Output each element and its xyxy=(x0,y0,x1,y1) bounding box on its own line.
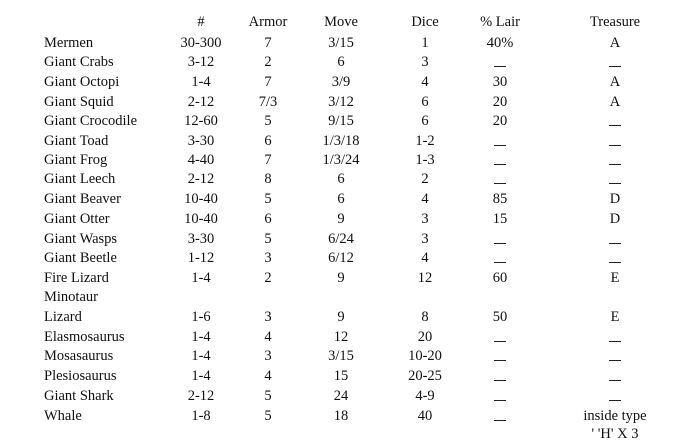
cell-dice: 20 xyxy=(417,329,433,345)
cell-dice: 8 xyxy=(421,309,429,325)
cell-num: 1-12 xyxy=(187,250,215,266)
row-name: Giant Squid xyxy=(44,94,114,110)
cell-dice: 20-25 xyxy=(408,368,442,384)
row-name: Giant Beaver xyxy=(44,191,121,207)
cell-armor: 3 xyxy=(264,348,272,364)
cell-armor: 6 xyxy=(264,133,272,149)
cell-num: 1-6 xyxy=(191,309,211,325)
cell-treasure: A xyxy=(609,74,621,90)
cell-num: 12-60 xyxy=(184,113,218,129)
cell-dice: 10-20 xyxy=(408,348,442,364)
cell-num: 1-4 xyxy=(191,74,211,90)
cell-num: 10-40 xyxy=(184,191,218,207)
column-header: Dice xyxy=(411,14,439,30)
cell-num: 1-4 xyxy=(191,368,211,384)
cell-treasure: D xyxy=(609,191,621,207)
dash-mark xyxy=(609,145,621,146)
cell-dice: 3 xyxy=(421,231,429,247)
dash-mark xyxy=(494,66,506,67)
cell-dice: 6 xyxy=(421,94,429,110)
dash-mark xyxy=(494,243,506,244)
cell-armor: 3 xyxy=(264,250,272,266)
cell-armor: 5 xyxy=(264,408,272,424)
cell-move: 9 xyxy=(337,270,345,286)
cell-armor: 5 xyxy=(264,191,272,207)
cell-armor: 5 xyxy=(264,388,272,404)
column-header: % Lair xyxy=(480,14,520,30)
cell-dice: 12 xyxy=(417,270,433,286)
cell-move: 6/24 xyxy=(328,231,354,247)
cell-armor: 4 xyxy=(264,329,272,345)
dash-mark xyxy=(494,164,506,165)
cell-dice: 3 xyxy=(421,211,429,227)
cell-armor: 2 xyxy=(264,270,272,286)
cell-armor: 6 xyxy=(264,211,272,227)
cell-dice: 4 xyxy=(421,74,429,90)
row-name: Giant Frog xyxy=(44,152,108,168)
row-name: Mermen xyxy=(44,35,94,51)
cell-dice: 1 xyxy=(421,35,429,51)
cell-armor: 4 xyxy=(264,368,272,384)
cell-move: 6 xyxy=(337,54,345,70)
column-header: Armor xyxy=(248,14,288,30)
dash-mark xyxy=(494,262,506,263)
cell-lair: 20 xyxy=(492,94,508,110)
cell-lair: 60 xyxy=(492,270,508,286)
dash-mark xyxy=(609,341,621,342)
cell-armor: 5 xyxy=(264,113,272,129)
cell-move: 3/15 xyxy=(328,35,354,51)
cell-dice: 6 xyxy=(421,113,429,129)
cell-move: 18 xyxy=(333,408,349,424)
cell-dice: 1-2 xyxy=(415,133,435,149)
dash-mark xyxy=(609,380,621,381)
column-header: Move xyxy=(324,14,358,30)
cell-num: 3-12 xyxy=(187,54,215,70)
dash-mark xyxy=(609,360,621,361)
cell-lair: 85 xyxy=(492,191,508,207)
dash-mark xyxy=(609,66,621,67)
cell-armor: 7 xyxy=(264,152,272,168)
cell-dice: 2 xyxy=(421,171,429,187)
cell-dice: 1-3 xyxy=(415,152,435,168)
cell-move: 6/12 xyxy=(328,250,354,266)
row-name: Minotaur xyxy=(44,289,98,305)
cell-move: 15 xyxy=(333,368,349,384)
dash-mark xyxy=(609,183,621,184)
dash-mark xyxy=(494,420,506,421)
cell-num: 1-4 xyxy=(191,329,211,345)
cell-move: 3/9 xyxy=(331,74,351,90)
cell-lair: 15 xyxy=(492,211,508,227)
dash-mark xyxy=(494,360,506,361)
cell-num: 2-12 xyxy=(187,388,215,404)
row-name: Lizard xyxy=(44,309,82,325)
cell-lair: 50 xyxy=(492,309,508,325)
cell-armor: 5 xyxy=(264,231,272,247)
cell-move: 6 xyxy=(337,191,345,207)
dash-mark xyxy=(494,183,506,184)
dash-mark xyxy=(494,145,506,146)
cell-num: 3-30 xyxy=(187,231,215,247)
cell-move: 9/15 xyxy=(328,113,354,129)
cell-treasure: E xyxy=(610,270,620,286)
cell-lair: 40% xyxy=(486,35,514,51)
cell-num: 4-40 xyxy=(187,152,215,168)
dash-mark xyxy=(494,341,506,342)
cell-treasure: D xyxy=(609,211,621,227)
cell-move: 1/3/24 xyxy=(322,152,360,168)
row-name: Giant Otter xyxy=(44,211,110,227)
cell-armor: 7/3 xyxy=(258,94,278,110)
cell-lair: 20 xyxy=(492,113,508,129)
cell-armor: 7 xyxy=(264,35,272,51)
cell-num: 10-40 xyxy=(184,211,218,227)
row-name: Giant Toad xyxy=(44,133,109,149)
row-name: Giant Shark xyxy=(44,388,114,404)
row-name: Whale xyxy=(44,408,82,424)
row-name: Fire Lizard xyxy=(44,270,109,286)
cell-num: 2-12 xyxy=(187,171,215,187)
dash-mark xyxy=(609,125,621,126)
cell-num: 2-12 xyxy=(187,94,215,110)
cell-dice: 4 xyxy=(421,191,429,207)
dash-mark xyxy=(494,400,506,401)
dash-mark xyxy=(609,164,621,165)
cell-move: 9 xyxy=(337,309,345,325)
dash-mark xyxy=(494,380,506,381)
dash-mark xyxy=(609,243,621,244)
cell-lair: 30 xyxy=(492,74,508,90)
column-header: # xyxy=(197,14,205,30)
column-header: Treasure xyxy=(589,14,641,30)
row-name: Plesiosaurus xyxy=(44,368,117,384)
cell-num: 1-8 xyxy=(191,408,211,424)
cell-num: 30-300 xyxy=(180,35,222,51)
cell-treasure: A xyxy=(609,35,621,51)
cell-num: 1-4 xyxy=(191,270,211,286)
row-name: Giant Wasps xyxy=(44,231,118,247)
cell-treasure: A xyxy=(609,94,621,110)
cell-num: 3-30 xyxy=(187,133,215,149)
cell-num: 1-4 xyxy=(191,348,211,364)
cell-move: 3/12 xyxy=(328,94,354,110)
cell-dice: 3 xyxy=(421,54,429,70)
row-name: Giant Beetle xyxy=(44,250,117,266)
cell-dice: 4 xyxy=(421,250,429,266)
cell-dice: 4-9 xyxy=(415,388,435,404)
cell-move: 9 xyxy=(337,211,345,227)
cell-armor: 2 xyxy=(264,54,272,70)
cell-dice: 40 xyxy=(417,408,433,424)
row-name: Elasmosaurus xyxy=(44,329,125,345)
cell-move: 6 xyxy=(337,171,345,187)
cell-move: 3/15 xyxy=(328,348,354,364)
treasure-footnote: ' 'H' X 3 xyxy=(591,426,639,442)
cell-armor: 7 xyxy=(264,74,272,90)
row-name: Mosasaurus xyxy=(44,348,114,364)
row-name: Giant Leech xyxy=(44,171,116,187)
row-name: Giant Crabs xyxy=(44,54,114,70)
cell-armor: 8 xyxy=(264,171,272,187)
cell-move: 12 xyxy=(333,329,349,345)
cell-move: 24 xyxy=(333,388,349,404)
dash-mark xyxy=(609,400,621,401)
dash-mark xyxy=(609,262,621,263)
cell-treasure: inside type xyxy=(583,408,647,424)
cell-move: 1/3/18 xyxy=(322,133,360,149)
cell-armor: 3 xyxy=(264,309,272,325)
row-name: Giant Octopi xyxy=(44,74,120,90)
cell-treasure: E xyxy=(610,309,620,325)
row-name: Giant Crocodile xyxy=(44,113,138,129)
